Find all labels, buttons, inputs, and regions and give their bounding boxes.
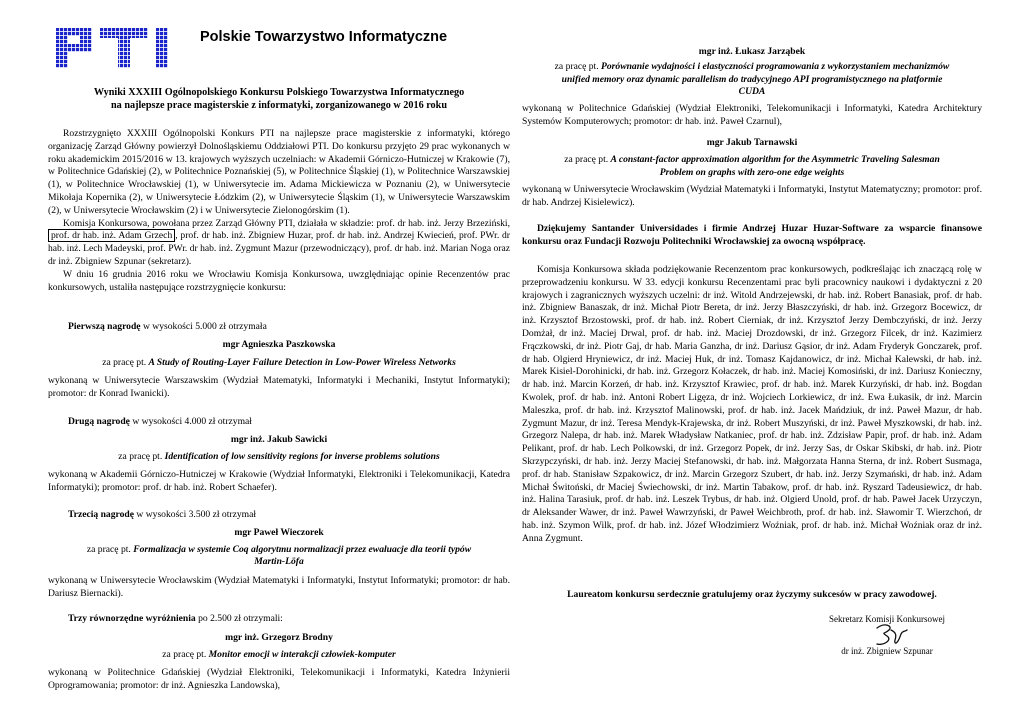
second-prize: Drugą nagrodę w wysokości 4.000 zł otrzymał mgr inż. Jakub Sawicki za pracę pt. Identification of low sensitivity regions for inverse problems solutions wykonaną w Akademii Górniczo-Hutniczej w Krakowie (Wydział Informatyki, Elektroniki i Telekomunikacji, Katedra Informatyki); promotor: prof. dr hab. inż. Robert Schaefer).	[48, 416, 510, 494]
org-name: Polskie Towarzystwo Informatyczne	[200, 29, 448, 45]
distinction-3: mgr Jakub Tarnawski za pracę pt. A constant-factor approximation algorithm for the Asymmetric Traveling Salesman Problem on graphs with zero-one edge weights wykonaną w Uniwersytecie Wrocławskim (Wydział Matematyki i Informatyki, Instytut Matematyczny; promotor: prof. dr hab. Andrzej Kisielewicz).	[522, 137, 982, 209]
meeting-paragraph: W dniu 16 grudnia 2016 roku we Wrocławiu Komisja Konkursowa, uwzględniając opinie Recenzentów prac konkursowych, ustaliła następujące rozstrzygnięcie konkursu:	[48, 268, 510, 293]
committee-paragraph: Komisja Konkursowa, powołana przez Zarząd Główny PTI, działała w składzie: prof. dr hab. inż. Jerzy Brzeziński, prof. dr hab. inż. Adam Grzech , prof. dr hab. inż. Zbigniew Huzar, prof. dr hab. inż. Andrzej Kwiecień, prof. PWr. dr hab. inż. Lech Madeyski, prof. PWr. dr hab. inż. Zygmunt Mazur (przewodniczący), prof. dr hab. inż. Marian Noga oraz dr inż. Zbigniew Szpunar (sekretarz).	[48, 217, 510, 267]
intro-paragraph: Rozstrzygnięto XXXIII Ogólnopolski Konkurs PTI na najlepsze prace magisterskie z informatyki, którego organizację Zarząd Główny powierzył Dolnośląskiemu Oddziałowi PTI. Do konkursu przyjęto 29 prac wykonanych w roku akademickim 2015/2016 w 13. krajowych wyższych uczelniach: w Akademii Górniczo-Hutniczej w Krakowie (7), w Politechnice Gdańskiej (2), w Politechnice Poznańskiej (5), w Politechnice Śląskiej (1), w Politechnice Warszawskiej (1), w Politechnice Wrocławskiej (1), w Uniwersytecie im. Adama Mickiewicza w Poznaniu (2), w Uniwersytecie Mikołaja Kopernika (2), w Uniwersytecie Łódzkim (2), w Uniwersytecie Śląskim (1), w Uniwersytecie Warszawskim (2), w Uniwersytecie Wrocławskim (2) i w Uniwersytecie Zielonogórskim (1).	[48, 128, 510, 216]
distinction-winner-1: mgr inż. Grzegorz Brodny	[225, 631, 333, 643]
second-winner: mgr inż. Jakub Sawicki	[230, 433, 328, 445]
signatory-name: dr inż. Zbigniew Szpunar	[841, 646, 933, 656]
first-winner: mgr Agnieszka Paszkowska	[222, 338, 336, 350]
distinction-winner-3: mgr Jakub Tarnawski	[706, 137, 798, 148]
title-line-2: na najlepsze prace magisterskie z informatyki, zorganizowanego w 2016 roku	[111, 99, 447, 111]
boxed-name: prof. dr hab. inż. Adam Grzech	[48, 229, 175, 242]
first-prize: Pierwszą nagrodę w wysokości 5.000 zł otrzymała mgr Agnieszka Paszkowska za pracę pt. A Study of Routing-Layer Failure Detection in Low-Power Wireless Networks wykonaną w Uniwersytecie Warszawskim (Wydział Matematyki, Informatyki i Mechaniki, Instytut Informatyki); promotor: dr Konrad Iwanicki).	[48, 321, 510, 400]
third-winner: mgr Paweł Wieczorek	[234, 526, 324, 538]
pti-logo-icon	[56, 28, 204, 68]
distinction-2: mgr inż. Łukasz Jarząbek za pracę pt. Porównanie wydajności i elastyczności programowania z wykorzystaniem mechanizmów unified memory oraz dynamic parallelism do tradycyjnego API programistycznego na platformie CUDA wykonaną w Politechnice Gdańskiej (Wydział Elektroniki, Telekomunikacji i Informatyki, Katedra Architektury Systemów Komputerowych; promotor: dr hab. inż. Paweł Czarnul),	[522, 46, 982, 127]
congrats-line: Laureatom konkursu serdecznie gratulujemy oraz życzymy sukcesów w pracy zawodowej.	[567, 589, 937, 600]
third-prize: Trzecią nagrodę w wysokości 3.500 zł otrzymał mgr Paweł Wieczorek za pracę pt. Formalizacja w systemie Coq algorytmu normalizacji przez ewaluacje dla teorii typów Martin-Löfa wykonaną w Uniwersytecie Wrocławskim (Wydział Matematyki i Informatyki, Instytut Informatyki; promotor: dr hab. Dariusz Biernacki).	[48, 509, 510, 599]
distinctions: Trzy równorzędne wyróżnienia po 2.500 zł otrzymali: mgr inż. Grzegorz Brodny za pracę pt. Monitor emocji w interakcji człowiek-komputer wykonaną w Politechnice Gdańskiej (Wydział Elektroniki, Telekomunikacji i Informatyki, Katedra Inżynierii Oprogramowania; promotor: dr inż. Agnieszka Landowska),	[48, 613, 510, 692]
reviewers-paragraph: Komisja Konkursowa składa podziękowanie Recenzentom prac konkursowych, podkreślając ich znaczącą rolę w przeprowadzeniu konkursu. W 33. edycji konkursu Recenzentami prac byli pracownicy naukowi i dydaktyczni z 20 krajowych i zagranicznych wyższych uczelni: dr inż. Witold Andrzejewski, dr hab. inż. Robert Banasiak, prof. dr hab. inż. Zbigniew Banaszak, dr inż. Michał Piotr Bereta, dr inż. Jerzy Błaszczyński, dr hab. inż. Grzegorz Bocewicz, dr inż. Krzysztof Brzostowski, prof. dr hab. inż. Robert Cierniak, dr inż. Krzysztof Jerzy Dembczyński, dr inż. Jerzy Domżał, dr inż. Maciej Drwal, prof. dr hab. inż. Maciej Drozdowski, dr inż. Grzegorz Filcek, dr inż. Kazimierz Frączkowski, dr inż. Piotr Gaj, dr hab. Maria Ganzha, dr inż. Dariusz Gąsior, dr inż. Adam Fryderyk Gonczarek, prof. dr hab. Olgierd Hryniewicz, dr inż. Maciej Huk, dr inż. Tomasz Kajdanowicz, dr inż. Michał Kalewski, dr hab. inż. Marek Kisiel-Dorohinicki, dr hab. inż. Grzegorz Kołaczek, dr hab. inż. Maciej Komosiński, dr inż. Dariusz Konieczny, dr hab. inż. Marcin Korzeń, dr hab. inż. Krzysztof Krawiec, prof. dr hab. inż. Marek Kurzyński, dr hab. inż. Bogdan Kwolek, prof. dr hab. inż. Antoni Robert Ligęza, dr inż. Wojciech Lorkiewicz, dr inż. Ewa Łukasik, dr inż. Marcin Maleszka, prof. dr hab. inż. Krzysztof Malinowski, prof. dr hab. inż. Jacek Mańdziuk, dr inż. Paweł Mazur, dr hab. Zygmunt Mazur, dr inż. Teresa Mendyk-Krajewska, dr inż. Robert Muszyński, dr inż. Paweł Myszkowski, dr hab. inż. Grzegorz Nalepa, dr hab. inż. Marek Władysław Natkaniec, prof. dr hab. inż. Zdzisław Papir, prof. dr hab. inż. Adam Pelikant, prof. dr hab. Lech Polkowski, dr inż. Grzegorz Popek, dr inż. Jerzy Sas, dr Oskar Skibski, dr hab. inż. Piotr Skrzypczyński, dr hab. inż. Jerzy Maciej Stefanowski, dr hab. inż. Małgorzata Hanna Sterna, dr inż. Robert Susmaga, prof. dr hab. Stanisław Szpakowicz, dr inż. Marcin Grzegorz Szubert, dr hab. inż. Jerzy Szymański, dr hab. inż. Adam Michał Świtoński, dr Maciej Świechowski, dr inż. Martin Tabakow, prof. dr hab. inż. Ryszard Tadeusiewicz, dr hab. inż. Halina Tarasiuk, prof. dr hab. inż. Leszek Trybus, dr hab. inż. Olgierd Unold, prof. dr hab. Paweł Jacek Urzyczyn, dr Aleksander Wawer, dr inż. Paweł Wawrzyński, dr Paweł Weichbroth, prof. dr hab. inż. Sławomir T. Wierzchoń, dr hab. inż. Szymon Wilk, prof. dr hab. inż. Józef Włodzimierz Woźniak, prof. dr hab. inż. Michał Woźniak oraz dr inż. Anna Zygmunt.	[522, 264, 982, 544]
distinction-winner-2: mgr inż. Łukasz Jarząbek	[698, 46, 806, 57]
signatory-title: Sekretarz Komisji Konkursowej	[829, 614, 945, 624]
title-line-1: Wyniki XXXIII Ogólnopolskiego Konkursu Polskiego Towarzystwa Informatycznego	[93, 87, 465, 98]
thanks-paragraph: Dziękujemy Santander Universidades i firmie Andrzej Huzar Huzar-Software za wsparcie finansowe konkursu oraz Fundacji Rozwoju Politechniki Wrocławskiej za owocną współpracę.	[522, 223, 982, 247]
